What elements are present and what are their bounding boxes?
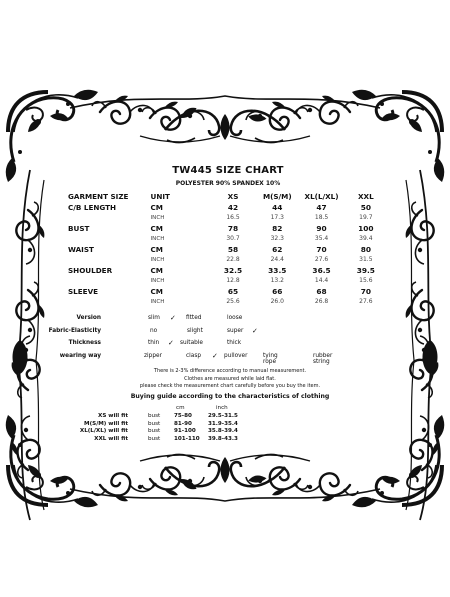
table-row-cm [68, 287, 388, 298]
value-cm: 65 [227, 286, 239, 296]
value-inch: 14.4 [314, 277, 329, 284]
header-size: M(S/M) [262, 192, 292, 201]
unit-inch: INCH [150, 236, 165, 242]
value-cm: 78 [227, 223, 239, 233]
chart-subtitle: POLYESTER 90% SPANDEX 10% [175, 180, 281, 187]
value-cm: 39.5 [356, 265, 375, 275]
unit-cm: CM [150, 286, 163, 296]
option-zipper: zipper [144, 352, 162, 359]
option-rubber-string: rubber string [313, 352, 333, 365]
value-inch: 31.5 [359, 256, 373, 263]
header-size: XL(L/XL) [304, 192, 339, 201]
table-row-cm [68, 266, 388, 277]
unit-inch: INCH [150, 299, 165, 305]
value-inch: 24.4 [270, 256, 284, 263]
value-inch: 27.6 [359, 298, 373, 305]
header-unit: UNIT [150, 192, 170, 201]
guide-size: XXL will fit [94, 436, 128, 443]
value-cm: 50 [360, 202, 371, 212]
option-loose: loose [227, 315, 243, 321]
value-cm: 66 [272, 286, 283, 296]
attribute-label: Fabric-Elasticity [48, 327, 101, 334]
value-cm: 42 [227, 202, 239, 212]
unit-inch: INCH [150, 278, 165, 284]
value-cm: 33.5 [268, 265, 287, 275]
value-inch: 25.6 [226, 298, 240, 305]
value-cm: 70 [316, 244, 327, 254]
table-row-inch [68, 213, 388, 224]
guide-col-inch: inch [216, 405, 228, 411]
table-row-inch [68, 276, 388, 287]
guide-size: XS will fit [98, 412, 128, 419]
value-inch: 39.4 [359, 235, 373, 242]
guide-cm: 75-80 [174, 412, 192, 419]
check-icon: ✓ [212, 351, 218, 360]
value-cm: 100 [358, 223, 374, 233]
guide-inch: 35.8-39.4 [208, 428, 238, 435]
row-label: SLEEVE [68, 286, 99, 296]
value-cm: 62 [272, 244, 283, 254]
value-inch: 26.0 [270, 298, 284, 305]
guide-col-cm: cm [176, 405, 185, 411]
option-tying-rope: tying rope [263, 352, 278, 365]
guide-cm: 91-100 [174, 428, 196, 435]
table-row-inch [68, 234, 388, 245]
value-inch: 15.6 [359, 277, 373, 284]
unit-cm: CM [150, 244, 163, 254]
guide-part: bust [148, 428, 161, 435]
unit-inch: INCH [150, 215, 165, 221]
table-row-cm [68, 245, 388, 256]
header-garment-size: GARMENT SIZE [68, 192, 129, 201]
row-label: BUST [68, 223, 90, 233]
value-cm: 80 [360, 244, 371, 254]
header-size: XS [227, 192, 239, 201]
table-row-cm [68, 224, 388, 235]
value-cm: 44 [272, 202, 283, 212]
value-inch: 27.6 [314, 256, 329, 263]
header-size: XXL [358, 192, 374, 201]
check-icon: ✓ [168, 339, 174, 348]
value-cm: 70 [360, 286, 371, 296]
value-cm: 68 [316, 286, 327, 296]
value-inch: 13.2 [270, 277, 284, 284]
attribute-label: Version [76, 315, 101, 321]
value-cm: 32.5 [223, 265, 243, 275]
row-label: SHOULDER [68, 265, 113, 275]
guide-part: bust [148, 436, 161, 443]
guide-inch: 29.5-31.5 [208, 412, 238, 419]
table-row-cm [68, 203, 388, 214]
value-inch: 32.3 [270, 235, 284, 242]
value-inch: 12.8 [226, 277, 240, 284]
guide-cm: 101-110 [174, 436, 200, 443]
option-super: super [227, 327, 244, 334]
value-cm: 47 [316, 202, 327, 212]
option-fitted: fitted [186, 315, 202, 321]
table-header-row [68, 192, 388, 203]
row-label: WAIST [68, 244, 94, 254]
value-inch: 17.3 [270, 214, 284, 221]
value-inch: 19.7 [359, 214, 373, 221]
guide-part: bust [148, 420, 161, 427]
value-inch: 26.8 [314, 298, 329, 305]
table-row-inch [68, 297, 388, 308]
attribute-label: wearing way [59, 352, 101, 359]
guide-part: bust [148, 412, 161, 419]
unit-cm: CM [150, 265, 163, 275]
attribute-label: Thickness [68, 340, 101, 347]
buying-guide-title: Buying guide according to the characteristics of clothing [130, 393, 330, 400]
size-chart [68, 165, 388, 308]
frame-bottom [70, 454, 380, 501]
option-thick: thick [227, 340, 242, 347]
note-line: Clothes are measured while laid flat. [184, 375, 276, 382]
frame-top [70, 96, 380, 143]
unit-cm: CM [150, 202, 163, 212]
unit-inch: INCH [150, 257, 165, 263]
row-label: C/B LENGTH [68, 202, 117, 212]
guide-size: M(S/M) will fit [84, 420, 128, 427]
option-slim: slim [148, 315, 160, 321]
guide-size: XL(L/XL) will fit [79, 428, 128, 435]
value-inch: 30.7 [226, 235, 240, 242]
value-inch: 16.5 [226, 214, 240, 221]
option-clasp: clasp [186, 352, 202, 359]
guide-inch: 39.8-43.3 [208, 436, 238, 443]
option-suitable: suitable [180, 340, 203, 347]
value-cm: 58 [227, 244, 239, 254]
value-cm: 82 [272, 223, 283, 233]
option-pullover: pullover [224, 352, 248, 359]
size-table [68, 192, 388, 308]
value-inch: 18.5 [314, 214, 329, 221]
value-inch: 22.8 [226, 256, 240, 263]
note-line: There is 2-3% difference according to manual measurement. [153, 368, 307, 374]
table-row-inch [68, 255, 388, 266]
option-slight: slight [187, 327, 203, 334]
value-cm: 90 [316, 223, 327, 233]
measurement-notes [70, 368, 390, 391]
unit-cm: CM [150, 223, 163, 233]
value-cm: 36.5 [312, 265, 331, 275]
guide-inch: 31.9-35.4 [208, 420, 238, 427]
check-icon: ✓ [170, 314, 176, 322]
frame-right [406, 170, 439, 520]
value-inch: 35.4 [314, 235, 329, 242]
chart-title: TW445 SIZE CHART [172, 165, 284, 176]
option-no: no [150, 327, 158, 334]
option-thin: thin [148, 340, 160, 347]
guide-cm: 81-90 [174, 420, 192, 427]
note-line: please check the measurement chart carefully before you buy the item. [139, 383, 321, 390]
check-icon: ✓ [252, 326, 258, 335]
